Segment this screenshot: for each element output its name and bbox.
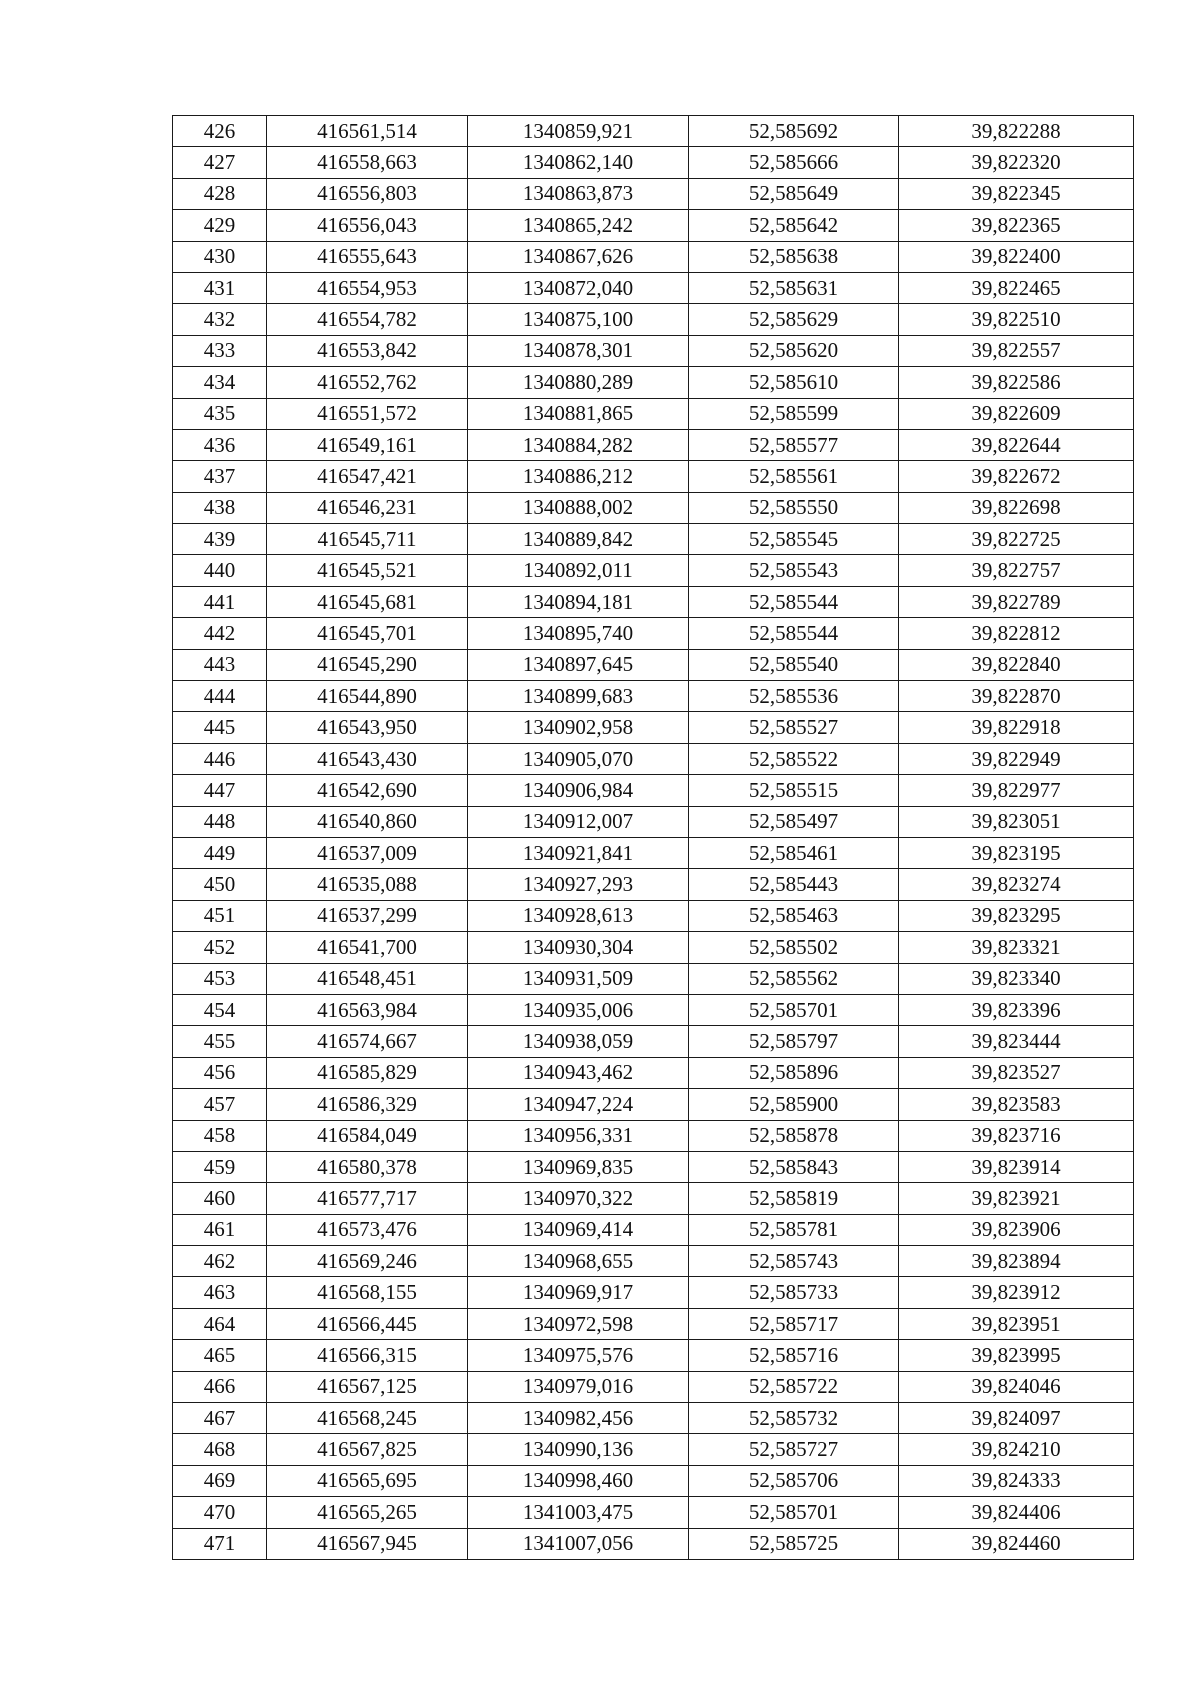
table-row: [173, 1183, 1134, 1214]
x-coordinate-cell: 416554,782: [267, 304, 468, 335]
point-number-cell: 454: [173, 994, 267, 1025]
x-coordinate-cell: 416551,572: [267, 398, 468, 429]
latitude-cell: 52,585461: [689, 837, 899, 868]
y-coordinate-cell: 1340930,304: [468, 932, 689, 963]
y-coordinate-cell: 1340969,414: [468, 1214, 689, 1245]
longitude-cell: 39,822510: [899, 304, 1134, 335]
longitude-cell: 39,822644: [899, 429, 1134, 460]
y-coordinate-cell: 1340943,462: [468, 1057, 689, 1088]
table-row: [173, 272, 1134, 303]
y-coordinate-cell: 1340935,006: [468, 994, 689, 1025]
y-coordinate-cell: 1340975,576: [468, 1340, 689, 1371]
longitude-cell: 39,823527: [899, 1057, 1134, 1088]
point-number-cell: 434: [173, 367, 267, 398]
y-coordinate-cell: 1340878,301: [468, 335, 689, 366]
latitude-cell: 52,585502: [689, 932, 899, 963]
y-coordinate-cell: 1340902,958: [468, 712, 689, 743]
latitude-cell: 52,585610: [689, 367, 899, 398]
latitude-cell: 52,585577: [689, 429, 899, 460]
latitude-cell: 52,585781: [689, 1214, 899, 1245]
point-number-cell: 436: [173, 429, 267, 460]
longitude-cell: 39,822918: [899, 712, 1134, 743]
point-number-cell: 449: [173, 837, 267, 868]
y-coordinate-cell: 1340886,212: [468, 461, 689, 492]
table-row: [173, 524, 1134, 555]
longitude-cell: 39,823396: [899, 994, 1134, 1025]
y-coordinate-cell: 1340895,740: [468, 618, 689, 649]
longitude-cell: 39,824406: [899, 1497, 1134, 1528]
table-row: [173, 743, 1134, 774]
table-row: [173, 1151, 1134, 1182]
point-number-cell: 462: [173, 1246, 267, 1277]
latitude-cell: 52,585716: [689, 1340, 899, 1371]
longitude-cell: 39,824046: [899, 1371, 1134, 1402]
table-row: [173, 116, 1134, 147]
table-row: [173, 900, 1134, 931]
latitude-cell: 52,585629: [689, 304, 899, 335]
point-number-cell: 451: [173, 900, 267, 931]
longitude-cell: 39,822557: [899, 335, 1134, 366]
longitude-cell: 39,822789: [899, 586, 1134, 617]
table-row: [173, 1089, 1134, 1120]
x-coordinate-cell: 416537,299: [267, 900, 468, 931]
latitude-cell: 52,585743: [689, 1246, 899, 1277]
latitude-cell: 52,585543: [689, 555, 899, 586]
y-coordinate-cell: 1340862,140: [468, 147, 689, 178]
latitude-cell: 52,585522: [689, 743, 899, 774]
latitude-cell: 52,585562: [689, 963, 899, 994]
point-number-cell: 441: [173, 586, 267, 617]
y-coordinate-cell: 1340947,224: [468, 1089, 689, 1120]
y-coordinate-cell: 1340972,598: [468, 1308, 689, 1339]
point-number-cell: 455: [173, 1026, 267, 1057]
x-coordinate-cell: 416548,451: [267, 963, 468, 994]
latitude-cell: 52,585443: [689, 869, 899, 900]
latitude-cell: 52,585620: [689, 335, 899, 366]
x-coordinate-cell: 416561,514: [267, 116, 468, 147]
table-row: [173, 837, 1134, 868]
longitude-cell: 39,823951: [899, 1308, 1134, 1339]
longitude-cell: 39,823444: [899, 1026, 1134, 1057]
longitude-cell: 39,822288: [899, 116, 1134, 147]
latitude-cell: 52,585878: [689, 1120, 899, 1151]
x-coordinate-cell: 416567,825: [267, 1434, 468, 1465]
x-coordinate-cell: 416574,667: [267, 1026, 468, 1057]
x-coordinate-cell: 416556,803: [267, 178, 468, 209]
longitude-cell: 39,822400: [899, 241, 1134, 272]
x-coordinate-cell: 416545,290: [267, 649, 468, 680]
point-number-cell: 464: [173, 1308, 267, 1339]
longitude-cell: 39,823321: [899, 932, 1134, 963]
x-coordinate-cell: 416546,231: [267, 492, 468, 523]
longitude-cell: 39,822870: [899, 681, 1134, 712]
point-number-cell: 439: [173, 524, 267, 555]
point-number-cell: 442: [173, 618, 267, 649]
x-coordinate-cell: 416565,265: [267, 1497, 468, 1528]
point-number-cell: 463: [173, 1277, 267, 1308]
latitude-cell: 52,585722: [689, 1371, 899, 1402]
latitude-cell: 52,585706: [689, 1465, 899, 1496]
x-coordinate-cell: 416544,890: [267, 681, 468, 712]
latitude-cell: 52,585497: [689, 806, 899, 837]
latitude-cell: 52,585545: [689, 524, 899, 555]
longitude-cell: 39,824210: [899, 1434, 1134, 1465]
x-coordinate-cell: 416537,009: [267, 837, 468, 868]
point-number-cell: 446: [173, 743, 267, 774]
x-coordinate-cell: 416554,953: [267, 272, 468, 303]
point-number-cell: 431: [173, 272, 267, 303]
x-coordinate-cell: 416585,829: [267, 1057, 468, 1088]
latitude-cell: 52,585544: [689, 586, 899, 617]
table-row: [173, 1026, 1134, 1057]
table-row: [173, 649, 1134, 680]
latitude-cell: 52,585701: [689, 1497, 899, 1528]
y-coordinate-cell: 1340865,242: [468, 210, 689, 241]
point-number-cell: 469: [173, 1465, 267, 1496]
y-coordinate-cell: 1340968,655: [468, 1246, 689, 1277]
longitude-cell: 39,822977: [899, 775, 1134, 806]
x-coordinate-cell: 416580,378: [267, 1151, 468, 1182]
point-number-cell: 456: [173, 1057, 267, 1088]
latitude-cell: 52,585540: [689, 649, 899, 680]
table-row: [173, 681, 1134, 712]
table-row: [173, 1277, 1134, 1308]
table-row: [173, 1057, 1134, 1088]
point-number-cell: 432: [173, 304, 267, 335]
y-coordinate-cell: 1341007,056: [468, 1528, 689, 1559]
latitude-cell: 52,585550: [689, 492, 899, 523]
y-coordinate-cell: 1340979,016: [468, 1371, 689, 1402]
point-number-cell: 443: [173, 649, 267, 680]
longitude-cell: 39,823340: [899, 963, 1134, 994]
y-coordinate-cell: 1340970,322: [468, 1183, 689, 1214]
latitude-cell: 52,585638: [689, 241, 899, 272]
y-coordinate-cell: 1340990,136: [468, 1434, 689, 1465]
latitude-cell: 52,585561: [689, 461, 899, 492]
y-coordinate-cell: 1340875,100: [468, 304, 689, 335]
table-row: [173, 586, 1134, 617]
x-coordinate-cell: 416543,430: [267, 743, 468, 774]
longitude-cell: 39,822465: [899, 272, 1134, 303]
longitude-cell: 39,822757: [899, 555, 1134, 586]
longitude-cell: 39,822345: [899, 178, 1134, 209]
point-number-cell: 453: [173, 963, 267, 994]
latitude-cell: 52,585725: [689, 1528, 899, 1559]
latitude-cell: 52,585631: [689, 272, 899, 303]
x-coordinate-cell: 416540,860: [267, 806, 468, 837]
table-row: [173, 555, 1134, 586]
table-row: [173, 1214, 1134, 1245]
table-row: [173, 1528, 1134, 1559]
latitude-cell: 52,585717: [689, 1308, 899, 1339]
x-coordinate-cell: 416565,695: [267, 1465, 468, 1496]
x-coordinate-cell: 416549,161: [267, 429, 468, 460]
y-coordinate-cell: 1340969,917: [468, 1277, 689, 1308]
table-row: [173, 963, 1134, 994]
x-coordinate-cell: 416542,690: [267, 775, 468, 806]
point-number-cell: 459: [173, 1151, 267, 1182]
longitude-cell: 39,822586: [899, 367, 1134, 398]
latitude-cell: 52,585642: [689, 210, 899, 241]
longitude-cell: 39,824097: [899, 1403, 1134, 1434]
point-number-cell: 427: [173, 147, 267, 178]
point-number-cell: 471: [173, 1528, 267, 1559]
point-number-cell: 467: [173, 1403, 267, 1434]
longitude-cell: 39,823051: [899, 806, 1134, 837]
table-row: [173, 178, 1134, 209]
point-number-cell: 430: [173, 241, 267, 272]
y-coordinate-cell: 1340931,509: [468, 963, 689, 994]
x-coordinate-cell: 416584,049: [267, 1120, 468, 1151]
y-coordinate-cell: 1340899,683: [468, 681, 689, 712]
longitude-cell: 39,823914: [899, 1151, 1134, 1182]
x-coordinate-cell: 416552,762: [267, 367, 468, 398]
y-coordinate-cell: 1340880,289: [468, 367, 689, 398]
y-coordinate-cell: 1340938,059: [468, 1026, 689, 1057]
coordinates-table: [172, 115, 1134, 1560]
x-coordinate-cell: 416553,842: [267, 335, 468, 366]
point-number-cell: 426: [173, 116, 267, 147]
point-number-cell: 470: [173, 1497, 267, 1528]
point-number-cell: 433: [173, 335, 267, 366]
y-coordinate-cell: 1340892,011: [468, 555, 689, 586]
table-row: [173, 1403, 1134, 1434]
latitude-cell: 52,585536: [689, 681, 899, 712]
table-row: [173, 1340, 1134, 1371]
y-coordinate-cell: 1340881,865: [468, 398, 689, 429]
latitude-cell: 52,585515: [689, 775, 899, 806]
x-coordinate-cell: 416566,315: [267, 1340, 468, 1371]
table-row: [173, 712, 1134, 743]
latitude-cell: 52,585599: [689, 398, 899, 429]
longitude-cell: 39,823995: [899, 1340, 1134, 1371]
latitude-cell: 52,585797: [689, 1026, 899, 1057]
latitude-cell: 52,585900: [689, 1089, 899, 1120]
y-coordinate-cell: 1340906,984: [468, 775, 689, 806]
longitude-cell: 39,822320: [899, 147, 1134, 178]
x-coordinate-cell: 416545,521: [267, 555, 468, 586]
x-coordinate-cell: 416535,088: [267, 869, 468, 900]
longitude-cell: 39,822609: [899, 398, 1134, 429]
table-row: [173, 335, 1134, 366]
x-coordinate-cell: 416563,984: [267, 994, 468, 1025]
table-row: [173, 932, 1134, 963]
table-row: [173, 1246, 1134, 1277]
y-coordinate-cell: 1340969,835: [468, 1151, 689, 1182]
y-coordinate-cell: 1340859,921: [468, 116, 689, 147]
x-coordinate-cell: 416545,681: [267, 586, 468, 617]
x-coordinate-cell: 416586,329: [267, 1089, 468, 1120]
latitude-cell: 52,585692: [689, 116, 899, 147]
latitude-cell: 52,585666: [689, 147, 899, 178]
x-coordinate-cell: 416545,711: [267, 524, 468, 555]
x-coordinate-cell: 416567,945: [267, 1528, 468, 1559]
y-coordinate-cell: 1341003,475: [468, 1497, 689, 1528]
latitude-cell: 52,585463: [689, 900, 899, 931]
latitude-cell: 52,585727: [689, 1434, 899, 1465]
latitude-cell: 52,585732: [689, 1403, 899, 1434]
longitude-cell: 39,822725: [899, 524, 1134, 555]
y-coordinate-cell: 1340889,842: [468, 524, 689, 555]
table-row: [173, 1497, 1134, 1528]
point-number-cell: 448: [173, 806, 267, 837]
longitude-cell: 39,823583: [899, 1089, 1134, 1120]
point-number-cell: 445: [173, 712, 267, 743]
table-row: [173, 869, 1134, 900]
point-number-cell: 438: [173, 492, 267, 523]
x-coordinate-cell: 416573,476: [267, 1214, 468, 1245]
longitude-cell: 39,823921: [899, 1183, 1134, 1214]
point-number-cell: 447: [173, 775, 267, 806]
point-number-cell: 450: [173, 869, 267, 900]
x-coordinate-cell: 416555,643: [267, 241, 468, 272]
table-row: [173, 429, 1134, 460]
x-coordinate-cell: 416543,950: [267, 712, 468, 743]
longitude-cell: 39,823894: [899, 1246, 1134, 1277]
table-row: [173, 461, 1134, 492]
point-number-cell: 440: [173, 555, 267, 586]
longitude-cell: 39,824333: [899, 1465, 1134, 1496]
longitude-cell: 39,822672: [899, 461, 1134, 492]
longitude-cell: 39,822365: [899, 210, 1134, 241]
x-coordinate-cell: 416568,155: [267, 1277, 468, 1308]
y-coordinate-cell: 1340863,873: [468, 178, 689, 209]
latitude-cell: 52,585527: [689, 712, 899, 743]
longitude-cell: 39,822698: [899, 492, 1134, 523]
x-coordinate-cell: 416545,701: [267, 618, 468, 649]
table-row: [173, 1308, 1134, 1339]
point-number-cell: 452: [173, 932, 267, 963]
y-coordinate-cell: 1340894,181: [468, 586, 689, 617]
table-row: [173, 210, 1134, 241]
y-coordinate-cell: 1340982,456: [468, 1403, 689, 1434]
table-row: [173, 1371, 1134, 1402]
y-coordinate-cell: 1340872,040: [468, 272, 689, 303]
y-coordinate-cell: 1340888,002: [468, 492, 689, 523]
latitude-cell: 52,585819: [689, 1183, 899, 1214]
longitude-cell: 39,823716: [899, 1120, 1134, 1151]
x-coordinate-cell: 416567,125: [267, 1371, 468, 1402]
point-number-cell: 457: [173, 1089, 267, 1120]
y-coordinate-cell: 1340867,626: [468, 241, 689, 272]
x-coordinate-cell: 416541,700: [267, 932, 468, 963]
table-row: [173, 618, 1134, 649]
point-number-cell: 466: [173, 1371, 267, 1402]
longitude-cell: 39,822949: [899, 743, 1134, 774]
longitude-cell: 39,823295: [899, 900, 1134, 931]
x-coordinate-cell: 416577,717: [267, 1183, 468, 1214]
point-number-cell: 429: [173, 210, 267, 241]
latitude-cell: 52,585649: [689, 178, 899, 209]
y-coordinate-cell: 1340956,331: [468, 1120, 689, 1151]
point-number-cell: 461: [173, 1214, 267, 1245]
point-number-cell: 428: [173, 178, 267, 209]
y-coordinate-cell: 1340897,645: [468, 649, 689, 680]
table-row: [173, 806, 1134, 837]
point-number-cell: 435: [173, 398, 267, 429]
y-coordinate-cell: 1340998,460: [468, 1465, 689, 1496]
x-coordinate-cell: 416558,663: [267, 147, 468, 178]
point-number-cell: 458: [173, 1120, 267, 1151]
table-row: [173, 241, 1134, 272]
latitude-cell: 52,585544: [689, 618, 899, 649]
longitude-cell: 39,824460: [899, 1528, 1134, 1559]
x-coordinate-cell: 416547,421: [267, 461, 468, 492]
table-row: [173, 304, 1134, 335]
y-coordinate-cell: 1340905,070: [468, 743, 689, 774]
x-coordinate-cell: 416566,445: [267, 1308, 468, 1339]
latitude-cell: 52,585733: [689, 1277, 899, 1308]
latitude-cell: 52,585896: [689, 1057, 899, 1088]
table-row: [173, 1465, 1134, 1496]
x-coordinate-cell: 416556,043: [267, 210, 468, 241]
point-number-cell: 460: [173, 1183, 267, 1214]
y-coordinate-cell: 1340912,007: [468, 806, 689, 837]
table-row: [173, 147, 1134, 178]
y-coordinate-cell: 1340921,841: [468, 837, 689, 868]
longitude-cell: 39,822812: [899, 618, 1134, 649]
point-number-cell: 468: [173, 1434, 267, 1465]
y-coordinate-cell: 1340927,293: [468, 869, 689, 900]
y-coordinate-cell: 1340928,613: [468, 900, 689, 931]
point-number-cell: 465: [173, 1340, 267, 1371]
x-coordinate-cell: 416569,246: [267, 1246, 468, 1277]
table-row: [173, 492, 1134, 523]
table-row: [173, 1434, 1134, 1465]
table-row: [173, 775, 1134, 806]
table-row: [173, 1120, 1134, 1151]
point-number-cell: 444: [173, 681, 267, 712]
y-coordinate-cell: 1340884,282: [468, 429, 689, 460]
coordinates-table-body: [173, 116, 1134, 1560]
table-row: [173, 994, 1134, 1025]
x-coordinate-cell: 416568,245: [267, 1403, 468, 1434]
table-row: [173, 398, 1134, 429]
longitude-cell: 39,823274: [899, 869, 1134, 900]
latitude-cell: 52,585701: [689, 994, 899, 1025]
longitude-cell: 39,823912: [899, 1277, 1134, 1308]
latitude-cell: 52,585843: [689, 1151, 899, 1182]
point-number-cell: 437: [173, 461, 267, 492]
longitude-cell: 39,822840: [899, 649, 1134, 680]
longitude-cell: 39,823906: [899, 1214, 1134, 1245]
longitude-cell: 39,823195: [899, 837, 1134, 868]
table-row: [173, 367, 1134, 398]
